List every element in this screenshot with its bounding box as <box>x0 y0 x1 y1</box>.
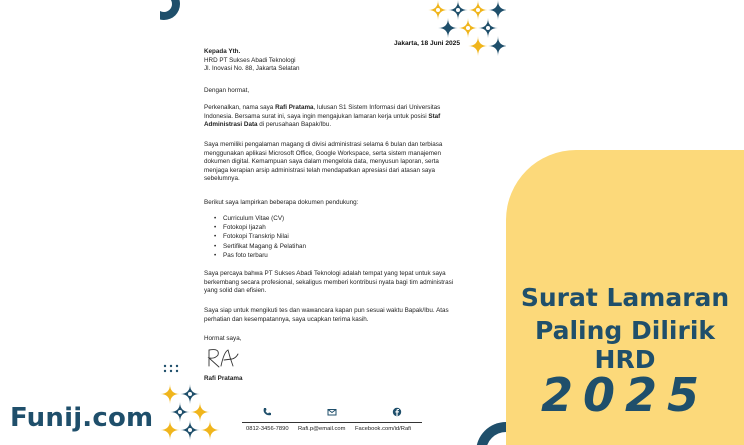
paragraph-experience: Saya memiliki pengalaman magang di divisi administrasi selama 6 bulan dan terbiasa menggunakan aplikasi Microsoft Office, Google Workspace, serta sistem manajemen dokumen digital. Kemampuan saya dalam mengelola data, menyusun laporan, serta menjaga kerapian arsip administrasi telah mendapatkan apresiasi dari atasan saya sebelumnya. <box>204 141 443 183</box>
recipient-address: Jl. Inovasi No. 88, Jakarta Selatan <box>204 65 300 73</box>
paragraph-intro <box>204 104 462 130</box>
list-item: • Curriculum Vitae (CV) <box>214 214 306 223</box>
promo-title-line1: Surat Lamaran <box>520 283 730 312</box>
letter-date: Jakarta, 18 Juni 2025 <box>394 40 460 47</box>
paragraph-closing: Saya siap untuk mengikuti tes dan wawancara kapan pun sesuai waktu Bapak/Ibu. Atas perhatian dan kesempatannya, saya ucapkan terima kasih. <box>204 307 449 323</box>
footer-facebook: Facebook.com/id/Rafi <box>355 426 412 432</box>
paragraph-motivation: Saya percaya bahwa PT Sukses Abadi Teknologi adalah tempat yang tepat untuk saya berkembang secara profesional, sekaligus memberi kontribusi nyata bagi tim administrasi yang solid dan efisien. <box>204 270 454 295</box>
facebook-icon <box>392 407 402 417</box>
paragraph-attachments-intro: Berikut saya lampirkan beberapa dokumen pendukung: <box>204 199 359 206</box>
greeting: Dengan hormat, <box>204 87 250 94</box>
intro-text-b: , lulusan S1 Sistem Informasi dari Universitas Indonesia. Bersama surat ini, saya ingin mengajukan lamaran kerja untuk posisi <box>204 104 441 120</box>
list-item: • Fotokopi Transkrip Nilai <box>214 232 306 241</box>
footer-icons <box>242 407 442 419</box>
signature-image <box>206 346 240 370</box>
footer-email: Rafi.p@email.com <box>298 426 346 432</box>
promo-title-line2: Paling Dilirik HRD <box>534 316 716 374</box>
decor-pattern-top-left <box>160 0 186 22</box>
position-name: Staf Administrasi Data <box>204 112 441 129</box>
signature-name: Rafi Pratama <box>204 375 243 382</box>
applicant-name: Rafi Pratama <box>275 104 314 111</box>
phone-icon <box>262 407 272 417</box>
decor-pattern-bottom-right <box>466 418 506 445</box>
email-icon <box>327 407 337 417</box>
footer-phone: 0812-3456-7890 <box>246 426 289 432</box>
list-item: • Pas foto terbaru <box>214 251 306 260</box>
cover-letter <box>160 0 506 445</box>
attachment-list <box>214 214 306 260</box>
intro-text-a: Perkenalkan, nama saya <box>204 104 276 111</box>
closing-salutation: Hormat saya, <box>204 335 242 342</box>
recipient-company: HRD PT Sukses Abadi Teknologi <box>204 56 296 64</box>
recipient-block <box>204 48 462 74</box>
list-item: • Sertifikat Magang & Pelatihan <box>214 242 306 251</box>
recipient-label: Kepada Yth. <box>204 48 241 55</box>
footer-divider <box>242 422 422 423</box>
promo-year: 2025 <box>540 368 710 422</box>
brand-logo-text: Funij.com <box>10 403 154 433</box>
intro-text-c: di perusahaan Bapak/Ibu. <box>257 121 332 129</box>
list-item: • Fotokopi Ijazah <box>214 223 306 232</box>
